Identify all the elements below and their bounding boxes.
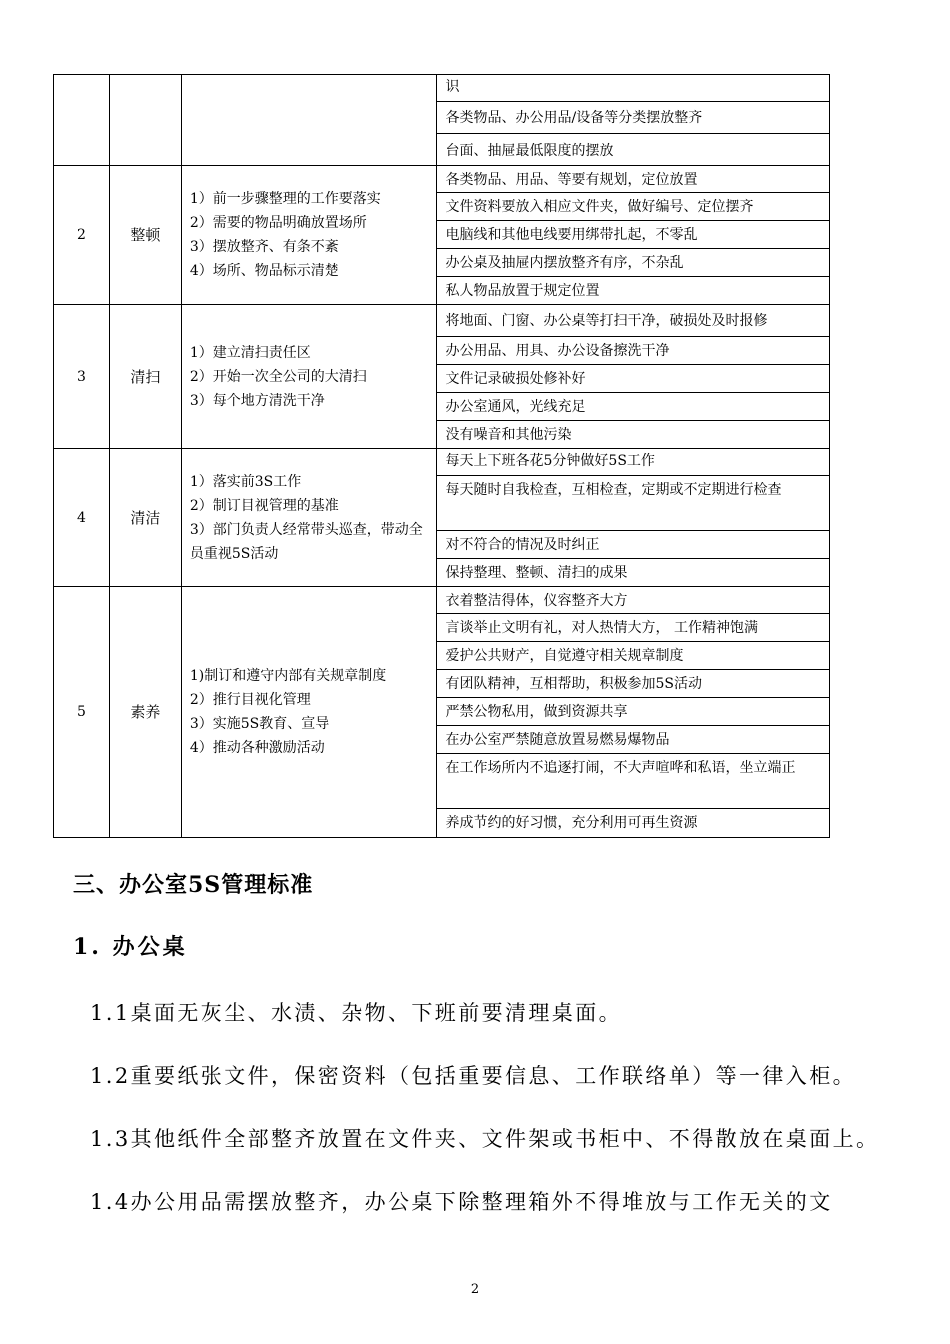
paragraph: 1.3其他纸件全部整齐放置在文件夹、文件架或书柜中、不得散放在桌面上。 xyxy=(90,1127,880,1151)
subsection-title: 1. 办公桌 xyxy=(73,934,188,960)
standard-item: 文件记录破损处修补好 xyxy=(437,365,829,393)
standard-item: 言谈举止文明有礼，对人热情大方， 工作精神饱满 xyxy=(437,614,829,642)
row-number: 2 xyxy=(54,166,110,304)
standard-item: 每天随时自我检查，互相检查，定期或不定期进行检查 xyxy=(437,476,829,531)
description-line: 2）需要的物品明确放置场所 xyxy=(189,215,367,231)
description-line: 1)制订和遵守内部有关规章制度 xyxy=(189,668,387,684)
table-row xyxy=(53,74,830,166)
section-title: 三、办公室5S管理标准 xyxy=(73,872,314,898)
description-line: 4）场所、物品标示清楚 xyxy=(189,263,339,279)
standard-item: 在工作场所内不追逐打闹，不大声喧哗和私语，坐立端正 xyxy=(437,754,829,809)
description-line: 3）实施5S教育、宣导 xyxy=(189,716,330,732)
standard-item: 每天上下班各花5分钟做好5S工作 xyxy=(437,449,829,476)
table-row xyxy=(53,305,830,449)
standard-item: 在办公室严禁随意放置易燃易爆物品 xyxy=(437,726,829,754)
row-number: 4 xyxy=(54,449,110,586)
row-number: 3 xyxy=(54,305,110,448)
row-name xyxy=(110,75,182,165)
standard-item: 衣着整洁得体，仪容整齐大方 xyxy=(437,587,829,614)
standards-table xyxy=(53,74,830,838)
row-name: 清洁 xyxy=(110,449,182,586)
standard-item: 私人物品放置于规定位置 xyxy=(445,283,600,299)
row-number: 5 xyxy=(54,587,110,837)
standard-item: 办公用品、用具、办公设备擦洗干净 xyxy=(437,337,829,365)
table-row xyxy=(53,587,830,838)
page-number: 2 xyxy=(470,1282,480,1297)
description-line: 1）落实前3S工作 xyxy=(189,473,302,490)
description-line: 1）前一步骤整理的工作要落实 xyxy=(189,191,381,207)
paragraph: 1.4办公用品需摆放整齐，办公桌下除整理箱外不得堆放与工作无关的文 xyxy=(90,1190,833,1214)
paragraph: 1.2重要纸张文件，保密资料（包括重要信息、工作联络单）等一律入柜。 xyxy=(90,1064,856,1088)
row-description xyxy=(182,305,437,448)
row-description xyxy=(182,449,437,586)
description-line: 2）开始一次全公司的大清扫 xyxy=(189,368,367,385)
standard-item: 文件资料要放入相应文件夹，做好编号、定位摆齐 xyxy=(437,193,829,221)
standard-item: 办公桌及抽屉内摆放整齐有序，不杂乱 xyxy=(437,249,829,277)
standard-item: 各类物品、办公用品/设备等分类摆放整齐 xyxy=(437,102,829,134)
description-line: 2）推行目视化管理 xyxy=(189,692,311,708)
standard-item: 对不符合的情况及时纠正 xyxy=(437,531,829,559)
standard-item: 没有噪音和其他污染 xyxy=(445,427,572,443)
standard-item: 严禁公物私用，做到资源共享 xyxy=(437,698,829,726)
row-number xyxy=(54,75,110,165)
row-standards xyxy=(437,166,830,304)
description-line: 2）制订目视管理的基准 xyxy=(189,497,339,514)
standard-item: 办公室通风，光线充足 xyxy=(437,393,829,421)
description-line: 3）部门负责人经常带头巡查，带动全员重视5S活动 xyxy=(189,521,423,562)
row-standards xyxy=(437,305,830,448)
row-name: 整顿 xyxy=(110,166,182,304)
description-line: 1）建立清扫责任区 xyxy=(189,344,311,361)
description-line: 3）每个地方清洗干净 xyxy=(189,392,325,409)
table-row xyxy=(53,449,830,587)
row-standards xyxy=(437,449,830,586)
row-standards xyxy=(437,587,830,837)
standard-item: 各类物品、用品、等要有规划，定位放置 xyxy=(437,166,829,193)
description-line: 3）摆放整齐、有条不紊 xyxy=(189,239,339,255)
row-name: 素养 xyxy=(110,587,182,837)
paragraph: 1.1桌面无灰尘、水渍、杂物、下班前要清理桌面。 xyxy=(90,1001,622,1025)
standard-item: 爱护公共财产，自觉遵守相关规章制度 xyxy=(437,642,829,670)
standard-item: 养成节约的好习惯，充分利用可再生资源 xyxy=(445,815,698,831)
row-standards xyxy=(437,75,830,165)
standard-item: 台面、抽屉最低限度的摆放 xyxy=(445,143,614,159)
standard-item: 将地面、门窗、办公桌等打扫干净，破损处及时报修 xyxy=(437,305,829,337)
row-description xyxy=(182,587,437,837)
standard-item: 识 xyxy=(437,75,829,102)
row-description xyxy=(182,75,437,165)
row-description xyxy=(182,166,437,304)
description-line: 4）推动各种激励活动 xyxy=(189,740,325,756)
standard-item: 有团队精神，互相帮助，积极参加5S活动 xyxy=(437,670,829,698)
row-name: 清扫 xyxy=(110,305,182,448)
table-row xyxy=(53,166,830,305)
standard-item: 保持整理、整顿、清扫的成果 xyxy=(445,565,628,581)
standard-item: 电脑线和其他电线要用绑带扎起，不零乱 xyxy=(437,221,829,249)
